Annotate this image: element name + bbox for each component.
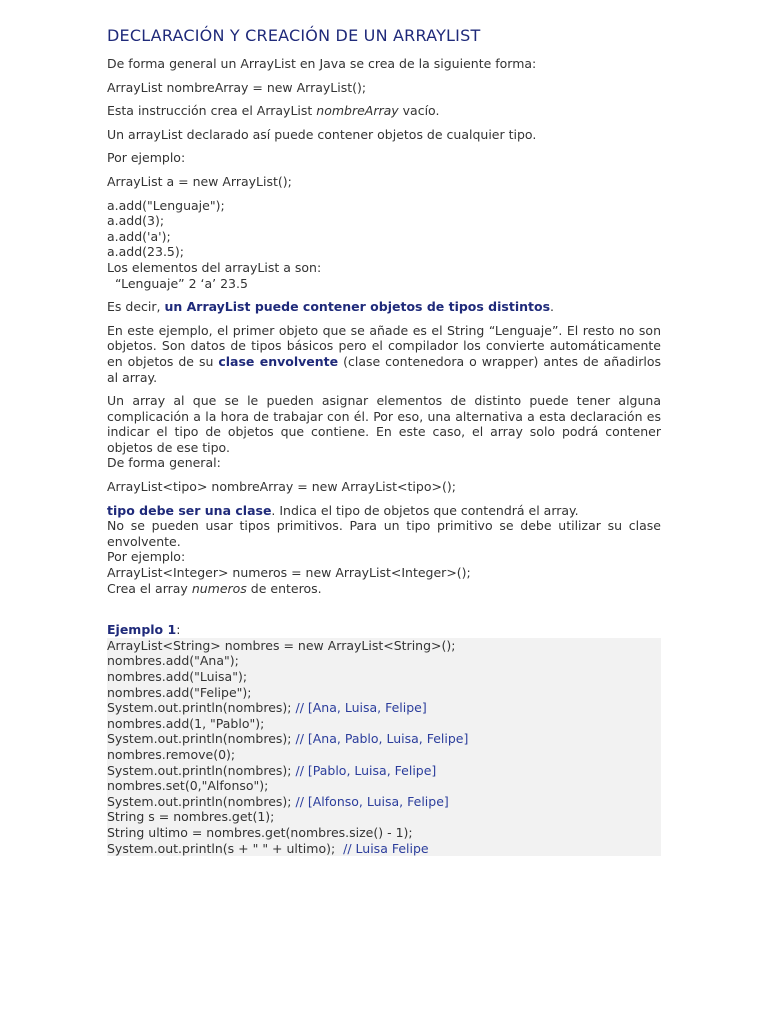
code-line <box>107 841 661 857</box>
code-text: nombres.add("Felipe"); <box>107 684 252 700</box>
code-line <box>107 747 661 763</box>
text-span: Es decir, <box>107 299 165 315</box>
intro-paragraph-1: De forma general un ArrayList en Java se crea de la siguiente forma: <box>107 56 537 71</box>
add-lines-block <box>107 198 661 292</box>
intro-paragraph-4: Un arrayList declarado así puede contener objetos de cualquier tipo. <box>107 126 537 142</box>
code-line <box>107 716 661 732</box>
code-line <box>107 794 661 810</box>
emphasis-numeros: numeros <box>191 580 247 596</box>
code-line <box>107 638 661 654</box>
code-text: String ultimo = nombres.get(nombres.size() - 1); <box>107 824 413 840</box>
text-span: vacío. <box>398 103 440 119</box>
array-paragraph: Un array al que se le pueden asignar elementos de distinto puede tener alguna complicación a la hora de trabajar con él. Por eso, una alternativa a esta declaración es indicar el tipo de objetos que contiene. En este caso, el array solo podrá contener objetos de ese tipo. <box>107 393 661 455</box>
intro-paragraph-3 <box>107 103 661 119</box>
code-text: String s = nombres.get(1); <box>107 809 275 825</box>
tipo-block <box>107 503 661 597</box>
code-line <box>107 731 661 747</box>
example-1-title <box>107 622 661 638</box>
text-span: : <box>176 622 181 638</box>
text-span: de enteros. <box>246 580 322 596</box>
intro-paragraph-5: Por ejemplo: <box>107 150 186 166</box>
tipo-example-desc <box>107 581 661 597</box>
highlight-text: clase envolvente <box>218 353 339 369</box>
code-text: nombres.add("Luisa"); <box>107 669 248 684</box>
text-span: Esta instrucción crea el ArrayList <box>107 103 317 119</box>
code-line <box>107 778 661 794</box>
code-comment: // [Pablo, Luisa, Felipe] <box>295 762 437 778</box>
code-comment: // [Ana, Pablo, Luisa, Felipe] <box>295 731 469 747</box>
code-text: ArrayList<String> nombres = new ArrayList<String>(); <box>107 637 456 653</box>
text-span: Crea el array <box>107 580 192 596</box>
code-text: nombres.add("Ana"); <box>107 653 239 669</box>
ejemplo-paragraph <box>107 323 661 385</box>
code-text: System.out.println(s + " " + ultimo); <box>107 840 344 856</box>
code-text: nombres.add(1, "Pablo"); <box>107 715 265 731</box>
document-page <box>107 26 661 856</box>
code-comment: // [Ana, Luisa, Felipe] <box>295 700 427 716</box>
add-line: a.add("Lenguaje"); <box>107 197 225 213</box>
code-line <box>107 763 661 779</box>
text-span: . <box>550 299 555 315</box>
add-line: a.add('a'); <box>107 228 171 244</box>
elements-label: Los elementos del arrayList a son: <box>107 259 322 275</box>
code-line <box>107 653 661 669</box>
text-span: . Indica el tipo de objetos que contendrá el array. <box>271 502 579 518</box>
tipo-example-label: Por ejemplo: <box>107 549 186 565</box>
tipo-primitive-note: No se pueden usar tipos primitivos. Para un tipo primitivo se debe utilizar su clase envolvente. <box>107 518 661 549</box>
array-block <box>107 393 661 471</box>
add-line: a.add(3); <box>107 213 165 229</box>
code-line <box>107 809 661 825</box>
code-text: System.out.println(nombres); <box>107 793 296 809</box>
highlight-text: un ArrayList puede contener objetos de tipos distintos <box>164 299 551 315</box>
code-comment: // [Alfonso, Luisa, Felipe] <box>295 793 449 809</box>
code-text: System.out.println(nombres); <box>107 762 296 778</box>
intro-code-declaration: ArrayList nombreArray = new ArrayList(); <box>107 79 367 95</box>
code-text: System.out.println(nombres); <box>107 731 296 747</box>
add-line: a.add(23.5); <box>107 244 184 260</box>
code-text: nombres.remove(0); <box>107 746 236 762</box>
example-1-code-block <box>107 638 661 856</box>
text-span: (clase contenedora o wrapper) antes de añadirlos al array. <box>107 353 662 385</box>
code-line <box>107 669 661 685</box>
tipo-line <box>107 503 661 519</box>
tipo-example-code: ArrayList<Integer> numeros = new ArrayList<Integer>(); <box>107 565 471 581</box>
code-line <box>107 700 661 716</box>
intro-code-arraylist-a: ArrayList a = new ArrayList(); <box>107 173 292 189</box>
page-title: DECLARACIÓN Y CREACIÓN DE UN ARRAYLIST <box>107 26 481 45</box>
example-1-label: Ejemplo 1 <box>107 622 177 638</box>
general-code: ArrayList<tipo> nombreArray = new ArrayList<tipo>(); <box>107 479 456 495</box>
code-text: System.out.println(nombres); <box>107 700 296 716</box>
code-line <box>107 685 661 701</box>
emphasis-nombrearray: nombreArray <box>316 103 399 119</box>
text-span: En este ejemplo, el primer objeto que se añade es el String “Lenguaje”. El resto no son objetos. Son datos de tipos básicos pero el compilador los convierte automáticamente en objetos de su <box>107 322 661 369</box>
code-comment: // Luisa Felipe <box>343 840 429 856</box>
code-text: nombres.set(0,"Alfonso"); <box>107 778 269 794</box>
code-line <box>107 825 661 841</box>
elements-values: “Lenguaje” 2 ‘a’ 23.5 <box>115 275 248 291</box>
general-label: De forma general: <box>107 455 221 471</box>
highlight-text: tipo debe ser una clase <box>107 502 272 518</box>
es-decir-paragraph <box>107 299 661 315</box>
